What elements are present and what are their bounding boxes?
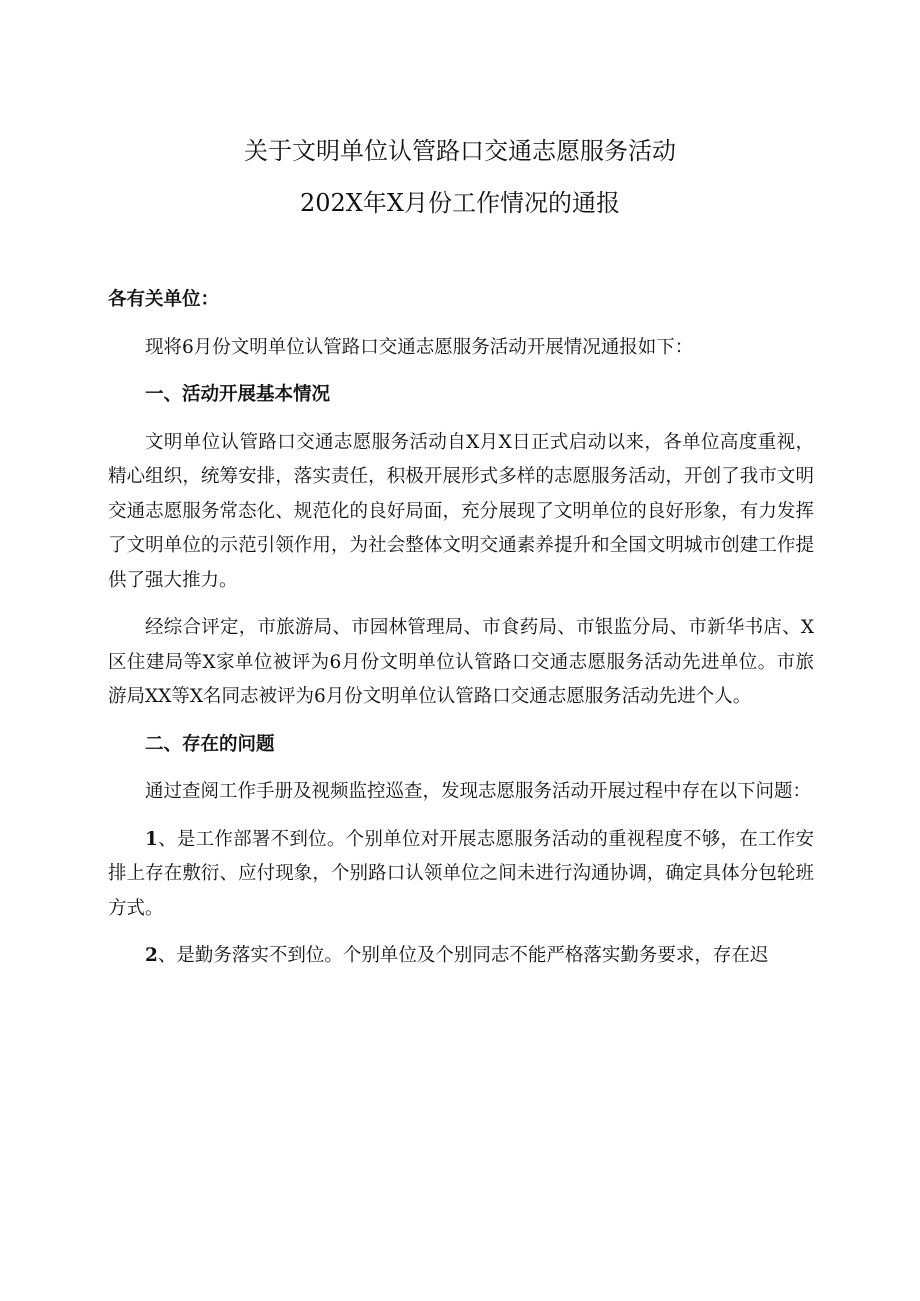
issue-item-1: [108, 823, 814, 927]
document-title-line-2: 202X年X月份工作情况的通报: [300, 189, 620, 217]
section-2-intro: 通过查阅工作手册及视频监控巡查，发现志愿服务活动开展过程中存在以下问题：: [145, 781, 812, 802]
section-1-heading: 一、活动开展基本情况: [145, 384, 331, 405]
issue-item-2-number: 2: [145, 945, 158, 966]
document-body: [108, 283, 814, 974]
section-1-paragraph-2: 经综合评定，市旅游局、市园林管理局、市食药局、市银监分局、市新华书店、X区住建局等X家单位被评为6月份文明单位认管路口交通志愿服务活动先进单位。市旅游局XX等X名同志被评为6月份文明单位认管路口交通志愿服务活动先进个人。: [108, 617, 814, 707]
section-2-heading: 二、存在的问题: [145, 733, 275, 755]
issue-item-1-text: 、是工作部署不到位。个别单位对开展志愿服务活动的重视程度不够，在工作安排上存在敷衍、应付现象，个别路口认领单位之间未进行沟通协调，确定具体分包轮班方式。: [108, 828, 814, 919]
section-1-paragraph-1: 文明单位认管路口交通志愿服务活动自X月X日正式启动以来，各单位高度重视，精心组织，统筹安排，落实责任，积极开展形式多样的志愿服务活动，开创了我市文明交通志愿服务常态化、规范化的良好局面，充分展现了文明单位的良好形象，有力发挥了文明单位的示范引领作用，为社会整体文明交通素养提升和全国文明城市创建工作提供了强大推力。: [108, 431, 814, 591]
salutation: 各有关单位：: [108, 289, 220, 310]
issue-item-2: [108, 939, 814, 974]
document-title-line-1: 关于文明单位认管路口交通志愿服务活动: [244, 137, 676, 165]
intro-paragraph: 现将6月份文明单位认管路口交通志愿服务活动开展情况通报如下：: [145, 336, 694, 358]
issue-item-1-number: 1: [145, 828, 158, 850]
issue-item-2-text: 、是勤务落实不到位。个别单位及个别同志不能严格落实勤务要求，存在迟: [157, 945, 769, 966]
